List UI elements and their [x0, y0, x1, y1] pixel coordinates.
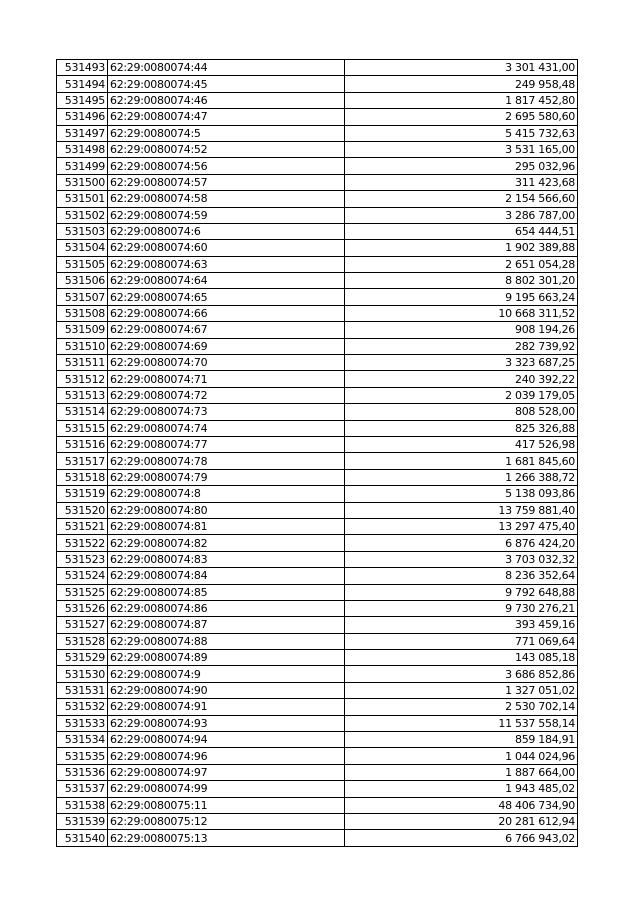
row-number-cell: 531534 [57, 732, 108, 748]
row-number-cell: 531514 [57, 404, 108, 420]
cadastral-value-cell: 908 194,26 [345, 322, 578, 338]
table-row [57, 387, 578, 403]
cadastral-number-cell: 62:29:0080074:97 [108, 764, 345, 780]
row-number-cell: 531510 [57, 338, 108, 354]
table-row [57, 699, 578, 715]
cadastral-number-cell: 62:29:0080074:63 [108, 256, 345, 272]
cadastral-value-cell: 3 323 687,25 [345, 355, 578, 371]
cadastral-value-cell: 654 444,51 [345, 223, 578, 239]
cadastral-value-cell: 282 739,92 [345, 338, 578, 354]
cadastral-number-cell: 62:29:0080075:13 [108, 830, 345, 846]
cadastral-value-cell: 13 297 475,40 [345, 518, 578, 534]
cadastral-number-cell: 62:29:0080074:9 [108, 666, 345, 682]
cadastral-number-cell: 62:29:0080074:85 [108, 584, 345, 600]
cadastral-number-cell: 62:29:0080075:12 [108, 813, 345, 829]
cadastral-value-cell: 1 817 452,80 [345, 92, 578, 108]
cadastral-number-cell: 62:29:0080074:60 [108, 240, 345, 256]
cadastral-number-cell: 62:29:0080074:71 [108, 371, 345, 387]
row-number-cell: 531521 [57, 518, 108, 534]
table-row [57, 141, 578, 157]
cadastral-value-cell: 417 526,98 [345, 436, 578, 452]
table-row [57, 650, 578, 666]
cadastral-value-cell: 1 327 051,02 [345, 682, 578, 698]
row-number-cell: 531500 [57, 174, 108, 190]
cadastral-value-cell: 20 281 612,94 [345, 813, 578, 829]
row-number-cell: 531518 [57, 469, 108, 485]
cadastral-value-cell: 8 236 352,64 [345, 568, 578, 584]
table-row [57, 109, 578, 125]
cadastral-number-cell: 62:29:0080074:58 [108, 191, 345, 207]
row-number-cell: 531524 [57, 568, 108, 584]
table-row [57, 781, 578, 797]
cadastral-value-cell: 295 032,96 [345, 158, 578, 174]
table-row [57, 502, 578, 518]
row-number-cell: 531493 [57, 60, 108, 76]
row-number-cell: 531535 [57, 748, 108, 764]
row-number-cell: 531532 [57, 699, 108, 715]
cadastral-value-cell: 249 958,48 [345, 76, 578, 92]
table-row [57, 436, 578, 452]
cadastral-number-cell: 62:29:0080074:83 [108, 551, 345, 567]
row-number-cell: 531528 [57, 633, 108, 649]
cadastral-value-cell: 13 759 881,40 [345, 502, 578, 518]
row-number-cell: 531529 [57, 650, 108, 666]
cadastral-number-cell: 62:29:0080074:67 [108, 322, 345, 338]
table-row [57, 600, 578, 616]
cadastral-number-cell: 62:29:0080074:80 [108, 502, 345, 518]
cadastral-value-cell: 6 766 943,02 [345, 830, 578, 846]
table-row [57, 732, 578, 748]
table-row [57, 633, 578, 649]
cadastral-number-cell: 62:29:0080074:66 [108, 305, 345, 321]
cadastral-value-cell: 143 085,18 [345, 650, 578, 666]
cadastral-value-cell: 6 876 424,20 [345, 535, 578, 551]
table-row [57, 191, 578, 207]
cadastral-number-cell: 62:29:0080074:46 [108, 92, 345, 108]
cadastral-value-cell: 2 695 580,60 [345, 109, 578, 125]
cadastral-value-cell: 8 802 301,20 [345, 273, 578, 289]
cadastral-value-cell: 1 887 664,00 [345, 764, 578, 780]
table-row [57, 207, 578, 223]
table-row [57, 355, 578, 371]
cadastral-value-cell: 48 406 734,90 [345, 797, 578, 813]
row-number-cell: 531533 [57, 715, 108, 731]
cadastral-number-cell: 62:29:0080074:90 [108, 682, 345, 698]
row-number-cell: 531502 [57, 207, 108, 223]
cadastral-number-cell: 62:29:0080074:96 [108, 748, 345, 764]
cadastral-number-cell: 62:29:0080074:84 [108, 568, 345, 584]
row-number-cell: 531525 [57, 584, 108, 600]
cadastral-value-cell: 311 423,68 [345, 174, 578, 190]
table-row [57, 404, 578, 420]
table-row [57, 92, 578, 108]
cadastral-number-cell: 62:29:0080074:89 [108, 650, 345, 666]
table-row [57, 60, 578, 76]
table-row [57, 748, 578, 764]
cadastral-number-cell: 62:29:0080074:81 [108, 518, 345, 534]
cadastral-value-cell: 1 902 389,88 [345, 240, 578, 256]
cadastral-value-cell: 3 531 165,00 [345, 141, 578, 157]
cadastral-value-cell: 2 651 054,28 [345, 256, 578, 272]
cadastral-number-cell: 62:29:0080074:82 [108, 535, 345, 551]
table-row [57, 158, 578, 174]
cadastral-value-cell: 2 530 702,14 [345, 699, 578, 715]
row-number-cell: 531506 [57, 273, 108, 289]
cadastral-value-cell: 9 792 648,88 [345, 584, 578, 600]
cadastral-number-cell: 62:29:0080074:72 [108, 387, 345, 403]
cadastral-value-cell: 240 392,22 [345, 371, 578, 387]
cadastral-number-cell: 62:29:0080074:64 [108, 273, 345, 289]
cadastral-value-cell: 808 528,00 [345, 404, 578, 420]
row-number-cell: 531515 [57, 420, 108, 436]
row-number-cell: 531519 [57, 486, 108, 502]
cadastral-number-cell: 62:29:0080074:47 [108, 109, 345, 125]
row-number-cell: 531526 [57, 600, 108, 616]
cadastral-value-cell: 11 537 558,14 [345, 715, 578, 731]
table-row [57, 125, 578, 141]
table-row [57, 453, 578, 469]
row-number-cell: 531513 [57, 387, 108, 403]
row-number-cell: 531499 [57, 158, 108, 174]
cadastral-number-cell: 62:29:0080074:8 [108, 486, 345, 502]
row-number-cell: 531540 [57, 830, 108, 846]
row-number-cell: 531501 [57, 191, 108, 207]
table-row [57, 76, 578, 92]
row-number-cell: 531507 [57, 289, 108, 305]
cadastral-number-cell: 62:29:0080074:77 [108, 436, 345, 452]
cadastral-number-cell: 62:29:0080074:79 [108, 469, 345, 485]
row-number-cell: 531539 [57, 813, 108, 829]
table-row [57, 273, 578, 289]
cadastral-number-cell: 62:29:0080074:6 [108, 223, 345, 239]
row-number-cell: 531508 [57, 305, 108, 321]
table-row [57, 518, 578, 534]
table-row [57, 289, 578, 305]
table-row [57, 256, 578, 272]
cadastral-value-cell: 1 044 024,96 [345, 748, 578, 764]
table-row [57, 240, 578, 256]
table-row [57, 551, 578, 567]
table-row [57, 813, 578, 829]
table-row [57, 617, 578, 633]
cadastral-number-cell: 62:29:0080074:88 [108, 633, 345, 649]
row-number-cell: 531523 [57, 551, 108, 567]
row-number-cell: 531527 [57, 617, 108, 633]
table-row [57, 174, 578, 190]
cadastral-value-cell: 825 326,88 [345, 420, 578, 436]
cadastral-number-cell: 62:29:0080074:45 [108, 76, 345, 92]
table-row [57, 305, 578, 321]
cadastral-number-cell: 62:29:0080074:78 [108, 453, 345, 469]
cadastral-number-cell: 62:29:0080074:74 [108, 420, 345, 436]
cadastral-value-cell: 1 943 485,02 [345, 781, 578, 797]
table-row [57, 797, 578, 813]
cadastral-number-cell: 62:29:0080074:91 [108, 699, 345, 715]
table-row [57, 420, 578, 436]
cadastral-value-cell: 1 681 845,60 [345, 453, 578, 469]
cadastral-number-cell: 62:29:0080074:65 [108, 289, 345, 305]
cadastral-value-cell: 10 668 311,52 [345, 305, 578, 321]
table-body [57, 60, 578, 847]
row-number-cell: 531495 [57, 92, 108, 108]
cadastral-value-cell: 3 286 787,00 [345, 207, 578, 223]
cadastral-number-cell: 62:29:0080074:86 [108, 600, 345, 616]
cadastral-value-cell: 771 069,64 [345, 633, 578, 649]
cadastral-value-cell: 5 138 093,86 [345, 486, 578, 502]
row-number-cell: 531497 [57, 125, 108, 141]
row-number-cell: 531505 [57, 256, 108, 272]
row-number-cell: 531538 [57, 797, 108, 813]
cadastral-number-cell: 62:29:0080074:87 [108, 617, 345, 633]
row-number-cell: 531531 [57, 682, 108, 698]
table-row [57, 469, 578, 485]
cadastral-number-cell: 62:29:0080074:94 [108, 732, 345, 748]
table-row [57, 830, 578, 846]
cadastral-value-table [56, 59, 578, 847]
cadastral-number-cell: 62:29:0080074:52 [108, 141, 345, 157]
cadastral-value-cell: 1 266 388,72 [345, 469, 578, 485]
table-row [57, 666, 578, 682]
cadastral-value-cell: 859 184,91 [345, 732, 578, 748]
cadastral-number-cell: 62:29:0080074:69 [108, 338, 345, 354]
row-number-cell: 531530 [57, 666, 108, 682]
row-number-cell: 531511 [57, 355, 108, 371]
cadastral-number-cell: 62:29:0080074:57 [108, 174, 345, 190]
row-number-cell: 531494 [57, 76, 108, 92]
table-row [57, 568, 578, 584]
row-number-cell: 531537 [57, 781, 108, 797]
row-number-cell: 531503 [57, 223, 108, 239]
row-number-cell: 531522 [57, 535, 108, 551]
table-row [57, 535, 578, 551]
cadastral-number-cell: 62:29:0080074:56 [108, 158, 345, 174]
cadastral-number-cell: 62:29:0080074:73 [108, 404, 345, 420]
row-number-cell: 531512 [57, 371, 108, 387]
cadastral-number-cell: 62:29:0080074:44 [108, 60, 345, 76]
cadastral-number-cell: 62:29:0080074:93 [108, 715, 345, 731]
table-row [57, 486, 578, 502]
row-number-cell: 531520 [57, 502, 108, 518]
cadastral-value-cell: 3 686 852,86 [345, 666, 578, 682]
table-row [57, 764, 578, 780]
row-number-cell: 531517 [57, 453, 108, 469]
cadastral-value-cell: 9 730 276,21 [345, 600, 578, 616]
cadastral-value-cell: 3 301 431,00 [345, 60, 578, 76]
cadastral-number-cell: 62:29:0080074:5 [108, 125, 345, 141]
table-row [57, 371, 578, 387]
cadastral-value-cell: 5 415 732,63 [345, 125, 578, 141]
cadastral-number-cell: 62:29:0080074:70 [108, 355, 345, 371]
cadastral-number-cell: 62:29:0080075:11 [108, 797, 345, 813]
row-number-cell: 531496 [57, 109, 108, 125]
row-number-cell: 531536 [57, 764, 108, 780]
row-number-cell: 531498 [57, 141, 108, 157]
table-row [57, 338, 578, 354]
table-row [57, 584, 578, 600]
row-number-cell: 531516 [57, 436, 108, 452]
cadastral-value-cell: 3 703 032,32 [345, 551, 578, 567]
table-row [57, 322, 578, 338]
cadastral-number-cell: 62:29:0080074:59 [108, 207, 345, 223]
table-row [57, 682, 578, 698]
cadastral-value-cell: 393 459,16 [345, 617, 578, 633]
table-row [57, 715, 578, 731]
cadastral-value-cell: 9 195 663,24 [345, 289, 578, 305]
table-row [57, 223, 578, 239]
row-number-cell: 531509 [57, 322, 108, 338]
cadastral-value-cell: 2 039 179,05 [345, 387, 578, 403]
cadastral-value-cell: 2 154 566,60 [345, 191, 578, 207]
row-number-cell: 531504 [57, 240, 108, 256]
cadastral-number-cell: 62:29:0080074:99 [108, 781, 345, 797]
